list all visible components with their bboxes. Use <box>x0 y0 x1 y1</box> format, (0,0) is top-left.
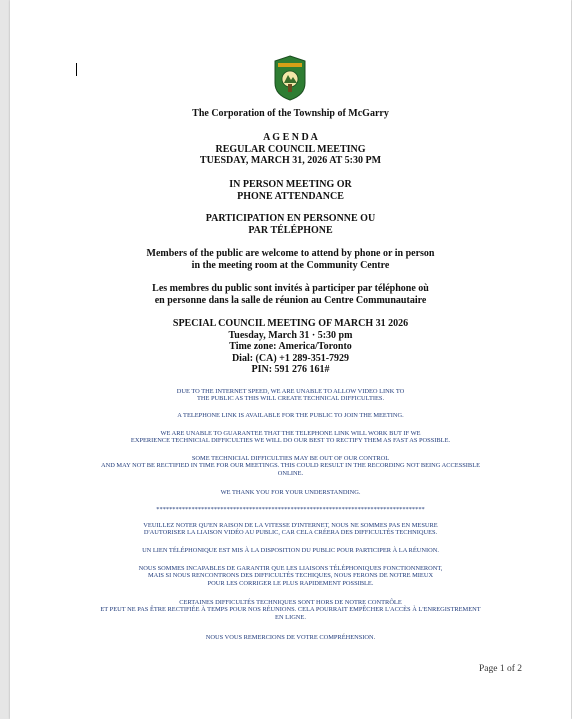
agenda-title: A G E N D A <box>263 132 318 143</box>
special-meeting-dial: Dial: (CA) +1 289-351-7929 <box>231 352 350 364</box>
notice-fr-guarantee: NOUS SOMMES INCAPABLES DE GARANTIR QUE LES LIAISONS TÉLÉPHONIQUES FONCTIONNERONT, MAIS SI NOUS RENCONTRONS DES DIFFICULTÉS TECHIQUES, NOUS FERONS DE NOTRE MIEUX POUR LES CORRIGER LE PLUS RAPIDEMENT POSSIBLE. <box>138 565 443 587</box>
special-meeting-datetime: Tuesday, March 31 · 5:30 pm <box>228 329 353 341</box>
meeting-date: TUESDAY, MARCH 31, 2026 AT 5:30 PM <box>199 155 382 167</box>
public-notice-french: Les membres du public sont invités à participer par téléphone où en personne dans la salle de réunion au Centre Communautaire <box>152 283 429 306</box>
organization-name: The Corporation of the Township of McGarry <box>192 108 389 119</box>
special-meeting-pin: PIN: 591 276 161# <box>251 364 330 376</box>
notice-en-difficulties: SOME TECHNICIAL DIFFICULTIES MAY BE OUT OF OUR CONTROL AND MAY NOT BE RECTIFIED IN TIME FOR OUR MEETINGS. THIS COULD RESULT IN THE RECORDING NOT BEING ACCESSIBLE ONLINE. <box>100 455 481 477</box>
notice-fr-difficulties: CERTAINES DIFFICULTÉS TECHNIQUES SONT HORS DE NOTRE CONTRÔLE ET PEUT NE PAS ÊTRE RECTIFIÉE À TEMPS POUR NOS RÉUNIONS. CELA POURRAIT EMPÊCHER L'ACCÈS À L'ENREGISTREMENT EN LIGNE. <box>100 599 481 621</box>
asterisk-separator: ************************************************************************************ <box>156 506 425 513</box>
attendance-english: IN PERSON MEETING OR PHONE ATTENDANCE <box>229 179 352 202</box>
notice-en-telephone: A TELEPHONE LINK IS AVAILABLE FOR THE PUBLIC TO JOIN THE MEETING. <box>177 412 404 419</box>
attendance-french: PARTICIPATION EN PERSONNE OU PAR TÉLÉPHONE <box>205 213 376 236</box>
text-cursor <box>76 63 77 76</box>
notice-en-video: DUE TO THE INTERNET SPEED, WE ARE UNABLE TO ALLOW VIDEO LINK TO THE PUBLIC AS THIS WILL CREATE TECHNICAL DIFFICULTIES. <box>176 388 405 403</box>
special-meeting-title: SPECIAL COUNCIL MEETING OF MARCH 31 2026 <box>172 318 409 329</box>
notice-en-thanks: WE THANK YOU FOR YOUR UNDERSTANDING. <box>220 489 361 496</box>
document-page <box>10 0 571 719</box>
public-notice-english: Members of the public are welcome to attend by phone or in person in the meeting room at the Community Centre <box>146 248 435 271</box>
notice-fr-telephone: UN LIEN TÉLÉPHONIQUE EST MIS À LA DISPOSITION DU PUBLIC POUR PARTICIPER À LA RÉUNION. <box>142 547 439 554</box>
notice-fr-video: VEUILLEZ NOTER QU'EN RAISON DE LA VITESSE D'INTERNET, NOUS NE SOMMES PAS EN MESURE D'AUTORISER LA LIAISON VIDÉO AU PUBLIC, CAR CELA CRÉERA DES DIFFICULTÉS TECHNIQUES. <box>143 522 438 537</box>
notice-fr-thanks: NOUS VOUS REMERCIONS DE VOTRE COMPRÉHENSION. <box>205 634 376 641</box>
special-meeting-timezone: Time zone: America/Toronto <box>229 341 352 353</box>
page-number: Page 1 of 2 <box>479 664 523 674</box>
township-crest-logo <box>274 55 306 101</box>
agenda-heading <box>10 132 571 167</box>
special-meeting-info <box>10 318 571 376</box>
meeting-type: REGULAR COUNCIL MEETING <box>215 143 366 155</box>
notice-en-guarantee: WE ARE UNABLE TO GUARANTEE THAT THE TELEPHONE LINK WILL WORK BUT IF WE EXPERIENCE TECHNICIAL DIFFICULTIES WE WILL DO OUR BEST TO RECTIFY THEM AS FAST AS POSSIBLE. <box>130 430 451 445</box>
